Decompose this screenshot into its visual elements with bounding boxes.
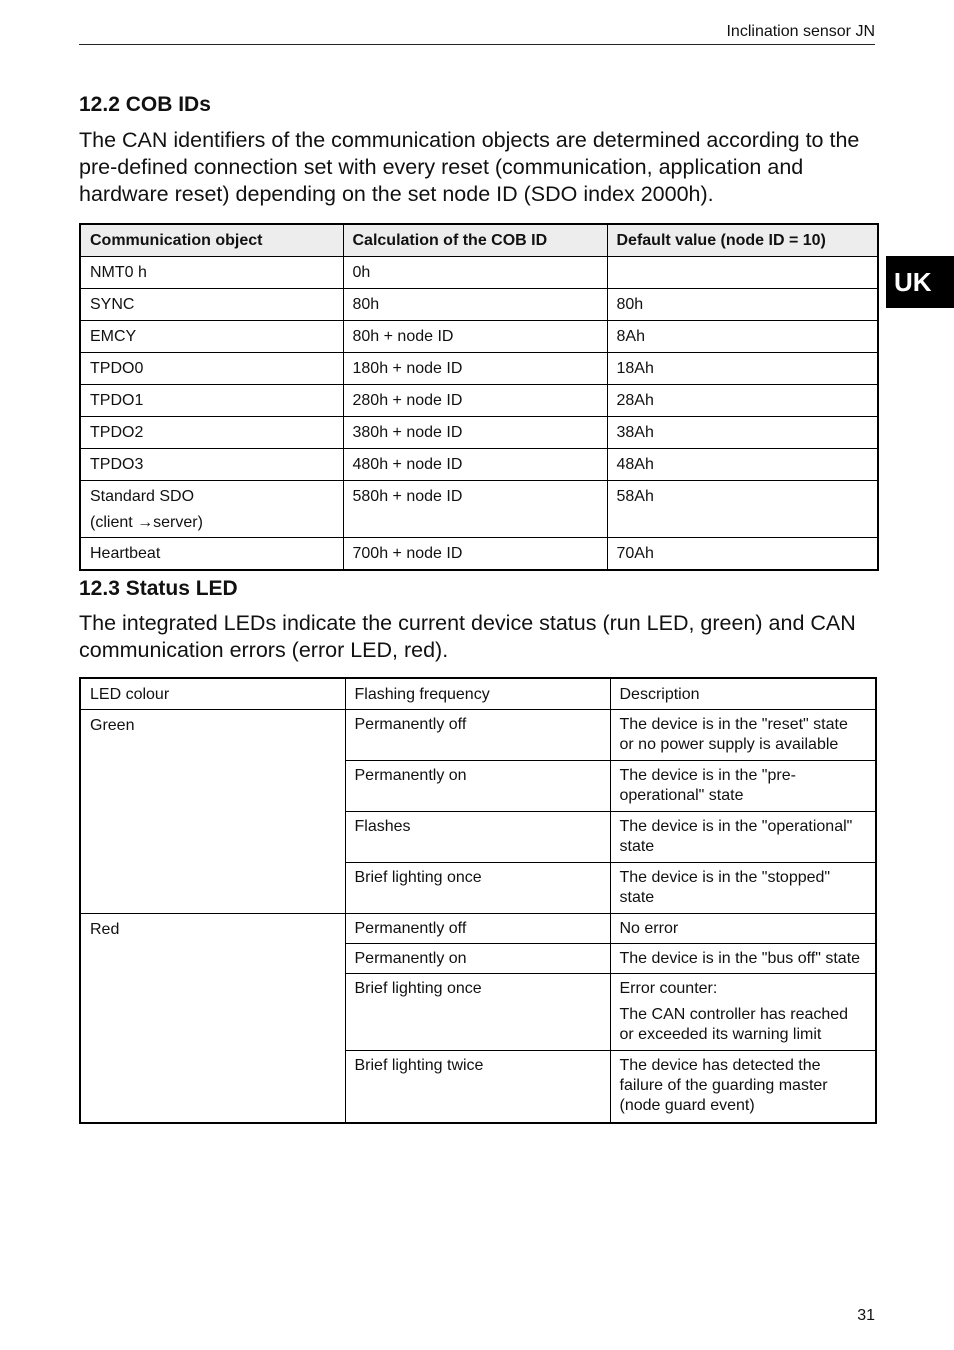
table-row [80, 710, 876, 761]
error-counter-detail: The CAN controller has reached or exceeded its warning limit [619, 1006, 849, 1043]
cob-intro-paragraph: The CAN identifiers of the communication objects are determined according to the pre-defined connection set with every reset (communication, application and hardware reset) depending on the set node ID (SDO index 2000h). [79, 128, 860, 206]
table-cell: 80h + node ID [343, 321, 607, 353]
table-row [80, 289, 878, 321]
table-cell: TPDO2 [80, 417, 343, 449]
table-cell: 70Ah [607, 538, 878, 571]
table-cell: 0h [343, 257, 607, 289]
column-header: Calculation of the COB ID [343, 224, 607, 257]
table-cell: Permanently on [345, 761, 610, 812]
table-row [80, 538, 878, 571]
table-cell: Heartbeat [80, 538, 343, 571]
error-counter-label: Error counter: [619, 980, 718, 997]
column-header: Flashing frequency [345, 678, 610, 710]
table-cell: The device is in the "operational" state [610, 812, 876, 863]
table-cell: EMCY [80, 321, 343, 353]
table-cell: 700h + node ID [343, 538, 607, 571]
table-row [80, 914, 876, 944]
table-cell: The device is in the "stopped" state [610, 863, 876, 914]
language-tab-uk: UK [886, 256, 954, 308]
table-cell: 380h + node ID [343, 417, 607, 449]
table-cell: TPDO0 [80, 353, 343, 385]
table-cell: The device has detected the failure of the guarding master (node guard event) [610, 1051, 876, 1124]
table-cell: Permanently off [345, 914, 610, 944]
sdo-direction-note: (client →server) [90, 514, 203, 531]
page-number: 31 [857, 1307, 875, 1324]
table-cell: The device is in the "pre-operational" state [610, 761, 876, 812]
table-cell: 58Ah [607, 481, 878, 538]
table-cell: The device is in the "bus off" state [610, 944, 876, 974]
table-cell: Brief lighting once [345, 863, 610, 914]
table-header-row [80, 224, 878, 257]
table-cell: 18Ah [607, 353, 878, 385]
table-cell [607, 257, 878, 289]
cob-id-table [79, 223, 879, 571]
section-heading-cob-ids: 12.2 COB IDs [79, 93, 211, 116]
table-cell: 80h [343, 289, 607, 321]
table-cell: Brief lighting twice [345, 1051, 610, 1124]
table-cell [80, 481, 343, 538]
table-cell: 38Ah [607, 417, 878, 449]
table-row [80, 385, 878, 417]
table-cell: Permanently on [345, 944, 610, 974]
table-cell: Flashes [345, 812, 610, 863]
table-header-row [80, 678, 876, 710]
table-cell: The device is in the "reset" state or no power supply is available [610, 710, 876, 761]
table-cell: NMT0 h [80, 257, 343, 289]
table-cell: TPDO3 [80, 449, 343, 481]
table-cell: Brief lighting once [345, 974, 610, 1051]
status-led-table [79, 677, 877, 1124]
led-intro-paragraph: The integrated LEDs indicate the current device status (run LED, green) and CAN communication errors (error LED, red). [79, 611, 856, 662]
table-cell: 80h [607, 289, 878, 321]
table-row [80, 321, 878, 353]
table-cell: No error [610, 914, 876, 944]
column-header: Communication object [80, 224, 343, 257]
table-row [80, 257, 878, 289]
table-cell: 48Ah [607, 449, 878, 481]
sdo-label: Standard SDO [90, 488, 195, 505]
table-cell: SYNC [80, 289, 343, 321]
section-heading-status-led: 12.3 Status LED [79, 577, 238, 600]
table-cell: TPDO1 [80, 385, 343, 417]
led-colour-red: Red [80, 914, 345, 1124]
column-header: Description [610, 678, 876, 710]
column-header: LED colour [80, 678, 345, 710]
table-cell: 180h + node ID [343, 353, 607, 385]
table-cell: 580h + node ID [343, 481, 607, 538]
column-header: Default value (node ID = 10) [607, 224, 878, 257]
table-row [80, 481, 878, 538]
running-header: Inclination sensor JN [79, 22, 875, 45]
table-cell: 280h + node ID [343, 385, 607, 417]
table-cell: 28Ah [607, 385, 878, 417]
table-cell: 8Ah [607, 321, 878, 353]
table-cell: Permanently off [345, 710, 610, 761]
table-cell: 480h + node ID [343, 449, 607, 481]
table-row [80, 417, 878, 449]
table-row [80, 353, 878, 385]
led-colour-green: Green [80, 710, 345, 914]
table-cell [610, 974, 876, 1051]
table-row [80, 449, 878, 481]
